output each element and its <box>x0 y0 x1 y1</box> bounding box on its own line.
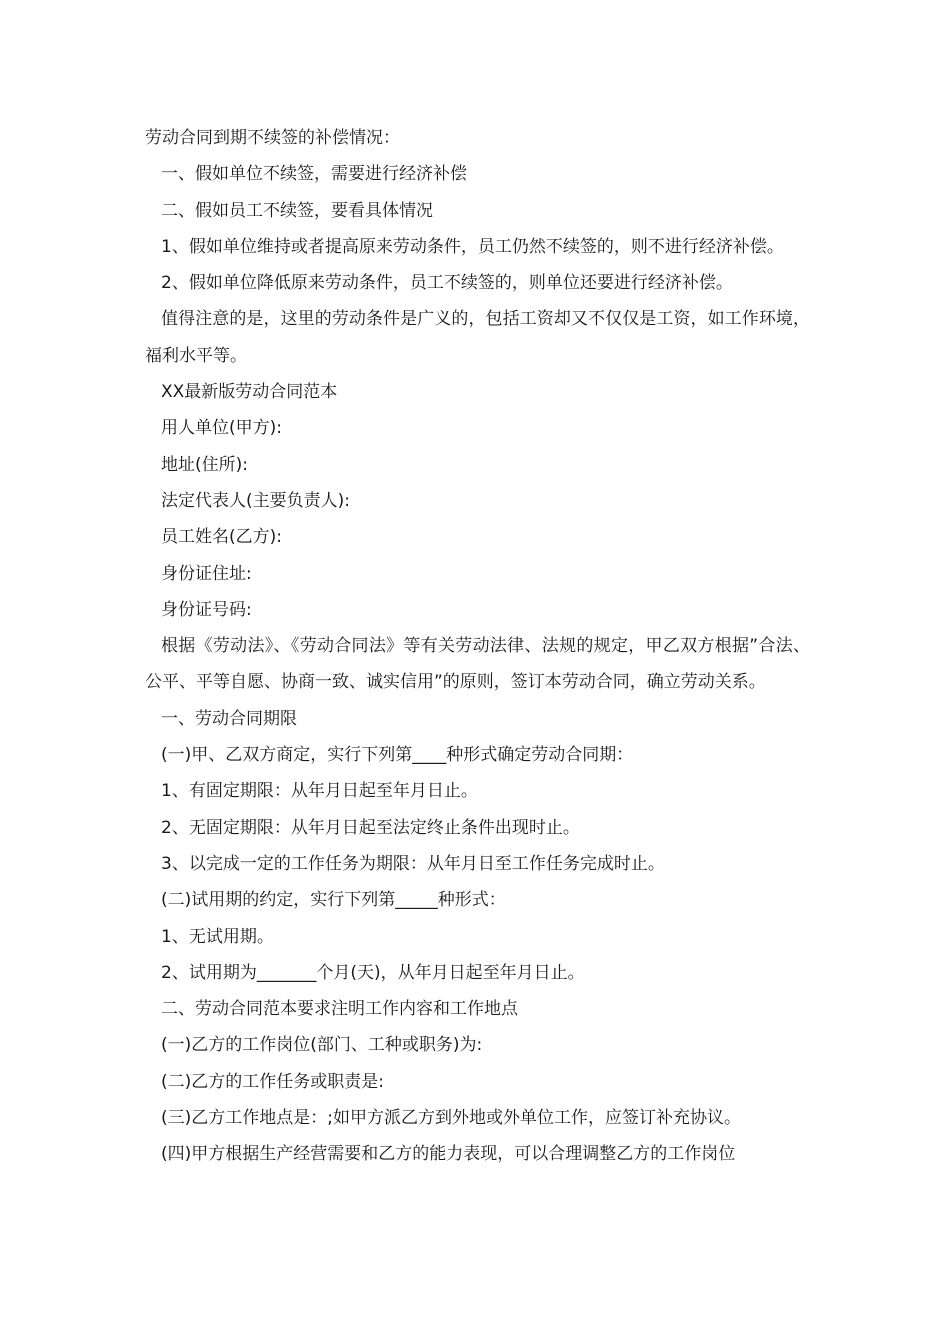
paragraph: 1、无试用期。 <box>161 926 274 947</box>
field-employee-name: 员工姓名(乙方): <box>161 527 282 548</box>
paragraph: 2、无固定期限：从年月日起至法定终止条件出现时止。 <box>161 817 580 838</box>
paragraph: 2、假如单位降低原来劳动条件，员工不续签的，则单位还要进行经济补偿。 <box>161 273 733 294</box>
paragraph: 2、试用期为_______个月(天)，从年月日起至年月日止。 <box>161 962 585 983</box>
paragraph: (三)乙方工作地点是：;如甲方派乙方到外地或外单位工作，应签订补充协议。 <box>161 1108 741 1129</box>
field-employer: 用人单位(甲方): <box>161 418 282 439</box>
paragraph: 根据《劳动法》、《劳动合同法》等有关劳动法律、法规的规定，甲乙双方根据”合法、公平、平等自愿、协商一致、诚实信用”的原则，签订本劳动合同，确立劳动关系。 <box>145 636 810 693</box>
paragraph: (一)甲、乙双方商定，实行下列第____种形式确定劳动合同期： <box>161 745 634 766</box>
paragraph: (二)乙方的工作任务或职责是: <box>161 1071 384 1092</box>
section-heading: 二、劳动合同范本要求注明工作内容和工作地点 <box>161 999 518 1020</box>
field-address: 地址(住所): <box>161 454 248 475</box>
paragraph: 1、假如单位维持或者提高原来劳动条件，员工仍然不续签的，则不进行经济补偿。 <box>161 236 784 257</box>
document-body <box>145 120 810 1173</box>
paragraph: (二)试用期的约定，实行下列第_____种形式： <box>161 890 506 911</box>
paragraph: (一)乙方的工作岗位(部门、工种或职务)为: <box>161 1035 483 1056</box>
paragraph: (四)甲方根据生产经营需要和乙方的能力表现，可以合理调整乙方的工作岗位 <box>161 1144 736 1165</box>
field-id-number: 身份证号码: <box>161 599 252 620</box>
paragraph: 值得注意的是，这里的劳动条件是广义的，包括工资却又不仅仅是工资，如工作环境，福利水平等。 <box>145 309 810 366</box>
paragraph: 一、假如单位不续签，需要进行经济补偿 <box>161 164 467 185</box>
paragraph: 二、假如员工不续签，要看具体情况 <box>161 200 433 221</box>
contract-title: XX最新版劳动合同范本 <box>161 382 338 403</box>
field-legal-representative: 法定代表人(主要负责人): <box>161 490 350 511</box>
section-heading: 一、劳动合同期限 <box>161 708 297 729</box>
paragraph-title: 劳动合同到期不续签的补偿情况： <box>145 128 400 148</box>
paragraph: 1、有固定期限：从年月日起至年月日止。 <box>161 781 478 802</box>
field-id-address: 身份证住址: <box>161 563 252 584</box>
paragraph: 3、以完成一定的工作任务为期限：从年月日至工作任务完成时止。 <box>161 853 665 874</box>
